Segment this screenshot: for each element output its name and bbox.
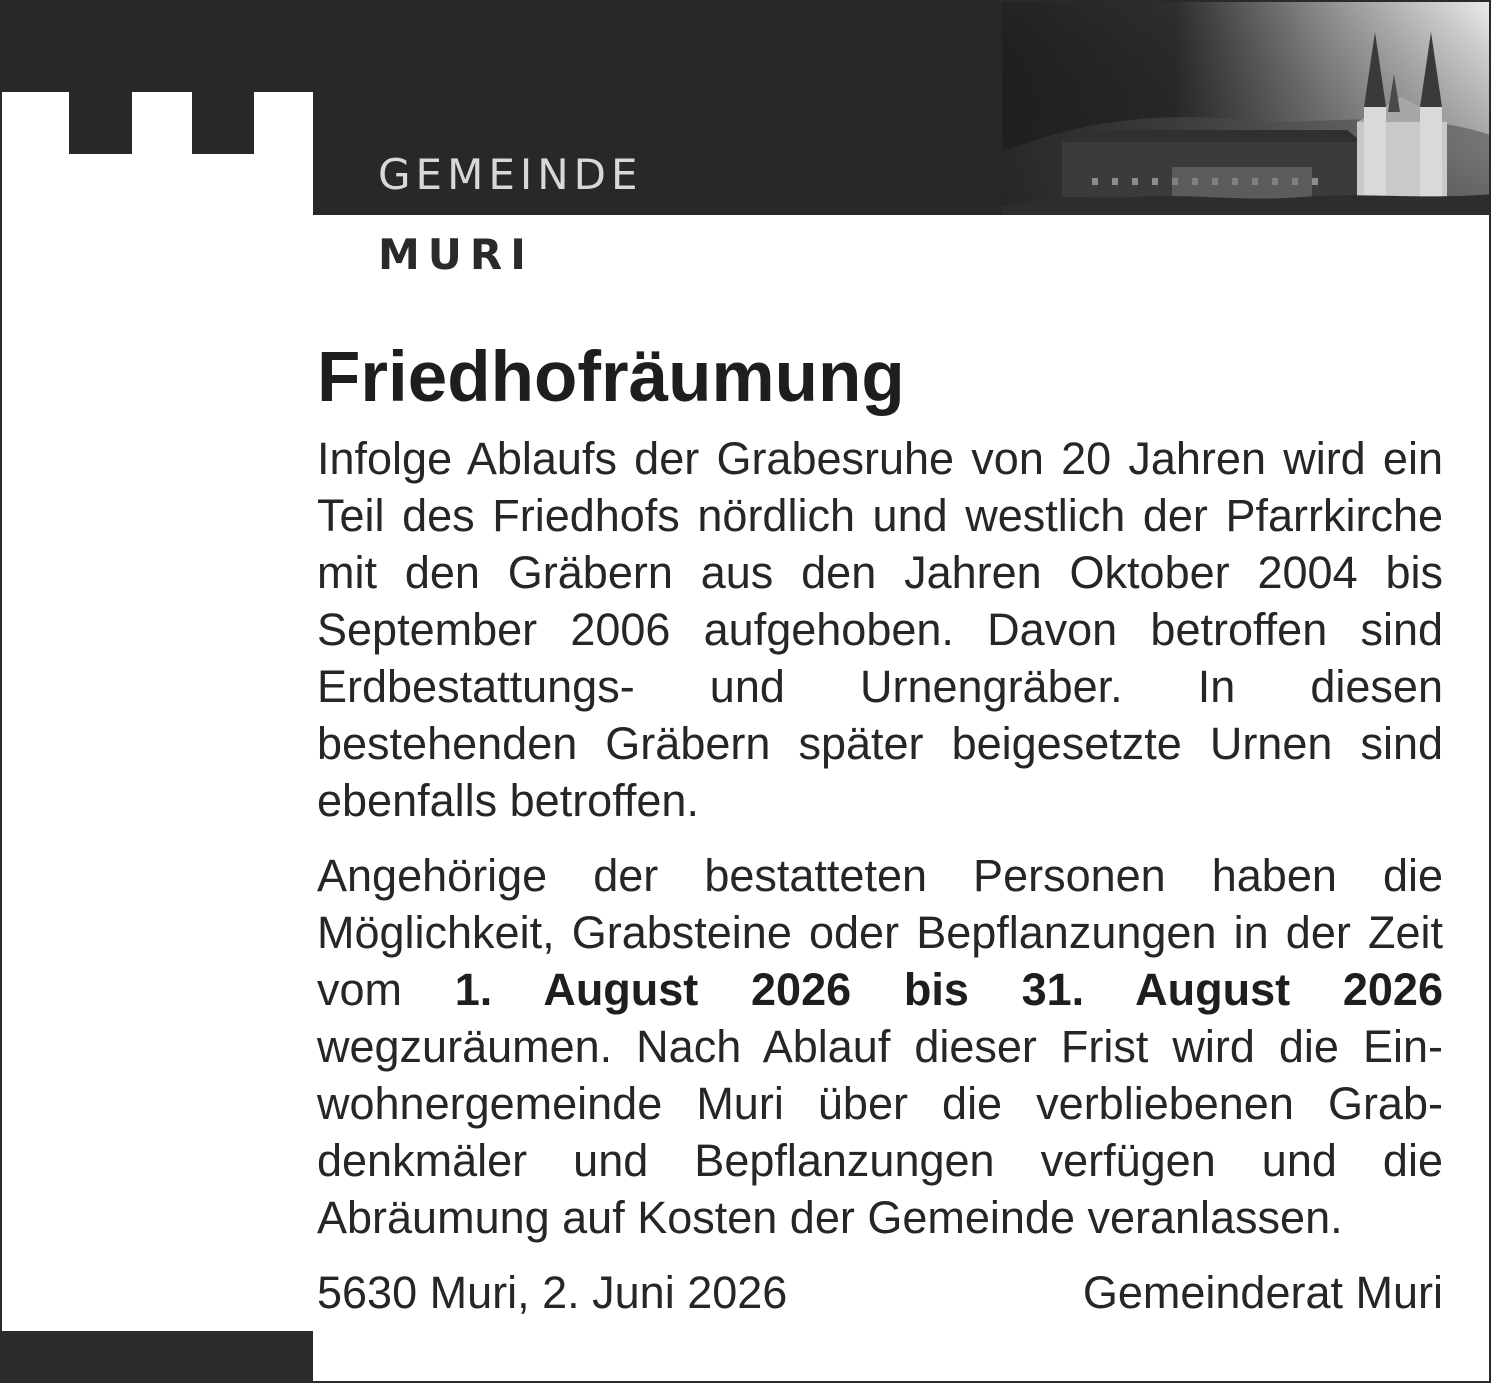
notice-footer xyxy=(317,1264,1443,1321)
header-graphic xyxy=(2,2,1491,215)
notice-title: Friedhofräumung xyxy=(317,338,905,417)
notice-paragraph-1: Infolge Ablaufs der Grabesruhe von 20 Jahren wird ein Teil des Friedhofs nördlich und westlich der Pfarrkirche mit den Gräbern aus den Jahren Oktober 2004 bis September 2006 aufgehoben. Davon betroffen sind Erdbestattungs- und Urnengräber. In diesen bestehenden Gräbern später beigesetzte Urnen sind ebenfalls betroffen. xyxy=(317,433,1443,826)
removal-period: 1. August 2026 bis 31. August 2026 xyxy=(454,964,1443,1015)
place-date: 5630 Muri, 2. Juni 2026 xyxy=(317,1267,788,1318)
paragraph-2-text-start: Angehörige der bestatteten Personen haben die Möglichkeit, Grabsteine oder Bepflanzungen in der Zeit vom xyxy=(317,850,1443,1015)
notice-content xyxy=(317,332,1443,1321)
paragraph-2-text-end: wegzuräumen. Nach Ablauf dieser Frist wird die Einwohnergemeinde Muri über die verbliebenen Grabdenkmäler und Bepflanzungen verfügen und die Abräumung auf Kosten der Gemeinde veranlassen. xyxy=(317,1021,1443,1243)
header-band xyxy=(2,2,1491,215)
logo-muri: MURI xyxy=(378,230,534,279)
bottom-bar xyxy=(2,1331,313,1383)
signature: Gemeinderat Muri xyxy=(1082,1267,1443,1318)
notice-paragraph-2 xyxy=(317,847,1443,1246)
logo-gemeinde: GEMEINDE xyxy=(378,150,643,199)
